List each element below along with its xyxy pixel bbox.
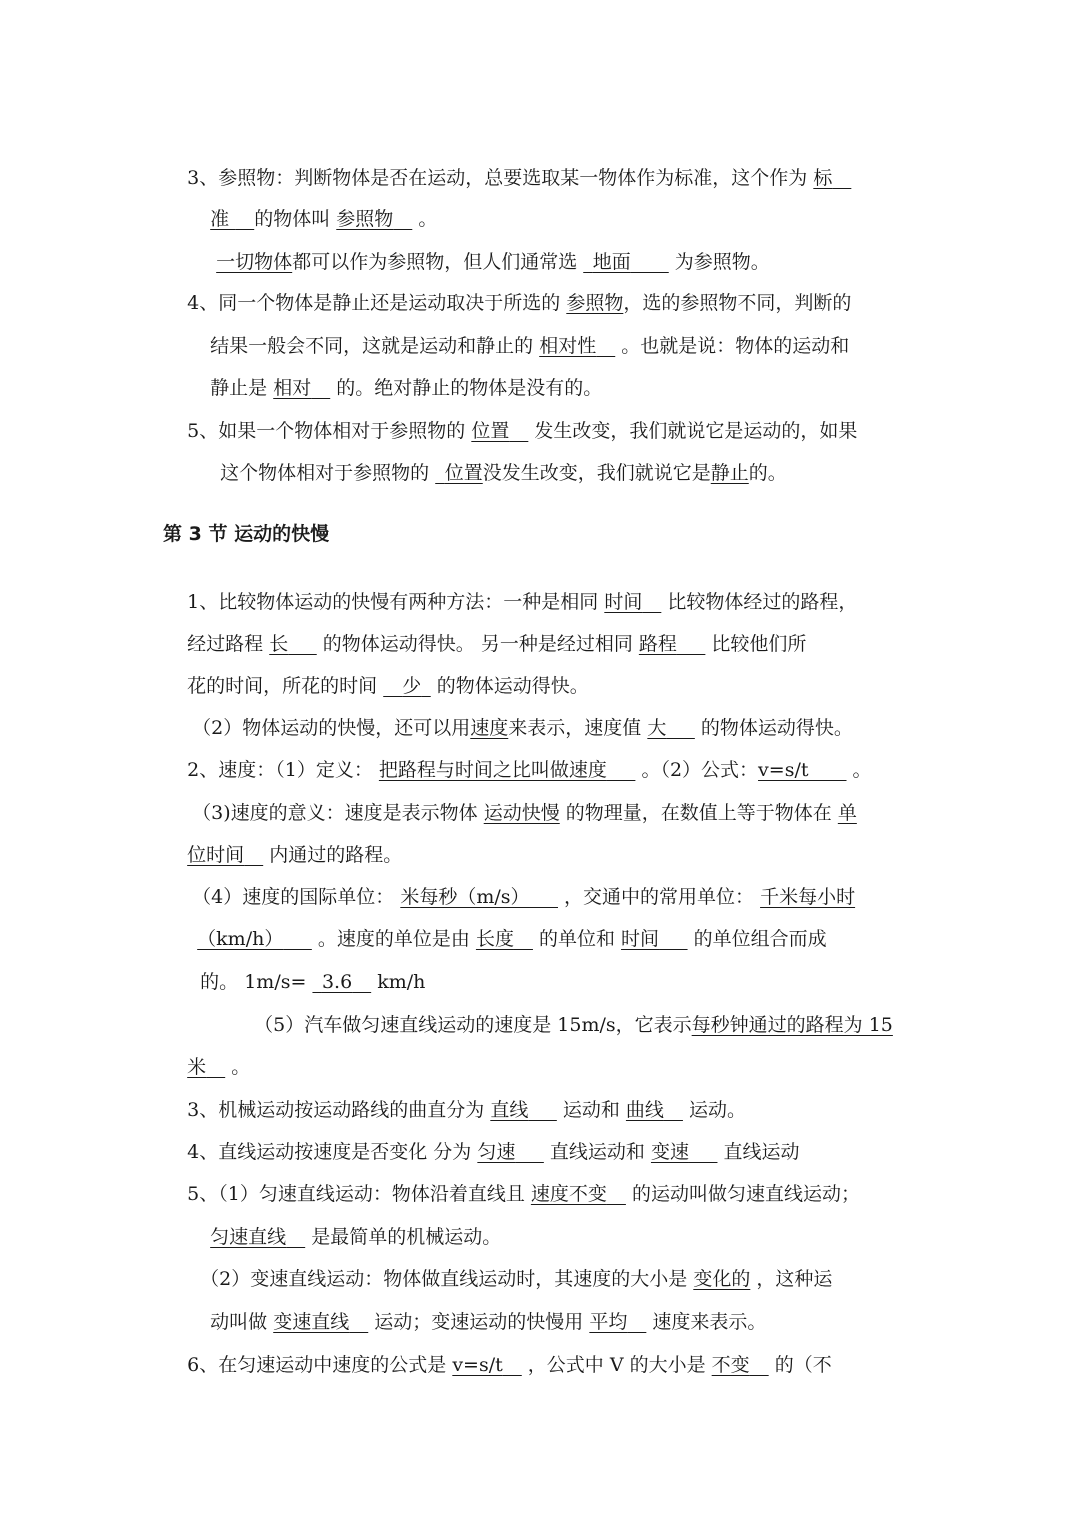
text-line: 2、速度：（1）定义： 把路程与时间之比叫做速度 。（2）公式：v=s/t 。 xyxy=(187,759,872,781)
text-line: 静止是 相对 的。绝对静止的物体是没有的。 xyxy=(210,377,603,399)
answer-blank: （km/h） xyxy=(197,928,284,950)
answer-blank: 位时间 xyxy=(187,844,245,866)
answer-blank: 把路程与时间之比叫做速度 xyxy=(378,759,607,781)
text-line: 准 的物体叫 参照物 。 xyxy=(210,208,438,230)
answer-blank: 标 xyxy=(813,167,833,189)
answer-blank: 相对 xyxy=(273,377,312,399)
text-line: 4、同一个物体是静止还是运动取决于所选的 参照物，选的参照物不同，判断的 xyxy=(187,292,852,314)
text-line: 一切物体都可以作为参照物，但人们通常选 地面 为参照物。 xyxy=(216,251,770,273)
text-line: （2）变速直线运动：物体做直线运动时，其速度的大小是 变化的 ，这种运 xyxy=(200,1268,833,1290)
text-line: 米 。 xyxy=(187,1056,251,1078)
answer-blank: 速度不变 xyxy=(530,1183,607,1205)
answer-blank: 准 xyxy=(210,208,236,230)
section-heading: 第 3 节 运动的快慢 xyxy=(163,523,330,545)
answer-blank: 参照物 xyxy=(336,208,394,230)
answer-blank: 匀速 xyxy=(477,1141,516,1163)
answer-blank: 参照物 xyxy=(566,292,624,314)
answer-blank: 一切物体 xyxy=(216,251,293,273)
text-line: 1、比较物体运动的快慢有两种方法：一种是相同 时间 比较物体经过的路程， xyxy=(187,591,858,613)
text-line: 匀速直线 是最简单的机械运动。 xyxy=(210,1226,502,1248)
answer-blank: 长 xyxy=(269,633,289,655)
answer-blank: 变化的 xyxy=(693,1268,751,1290)
answer-blank: 变速 xyxy=(650,1141,689,1163)
answer-blank: 3.6 xyxy=(321,971,353,993)
answer-blank: 变速直线 xyxy=(273,1311,350,1333)
answer-blank: 少 xyxy=(402,675,422,697)
text-line: 6、在匀速运动中速度的公式是 v=s/t ，公式中 V 的大小是 不变 的（不 xyxy=(187,1354,832,1376)
answer-blank: v=s/t xyxy=(452,1354,503,1376)
answer-blank: 米 xyxy=(187,1056,207,1078)
text-line: （2）物体运动的快慢，还可以用速度来表示，速度值 大 的物体运动得快。 xyxy=(192,717,853,739)
text-line: （km/h） 。速度的单位是由 长度 的单位和 时间 的单位组合而成 xyxy=(197,928,827,950)
text-line: （5）汽车做匀速直线运动的速度是 15m/s，它表示每秒钟通过的路程为 15 xyxy=(254,1014,893,1036)
answer-blank: 曲线 xyxy=(625,1099,664,1121)
answer-blank: 米每秒（m/s） xyxy=(400,886,530,908)
answer-blank: 长度 xyxy=(475,928,514,950)
text-line: 5、如果一个物体相对于参照物的 位置 发生改变，我们就说它是运动的，如果 xyxy=(187,420,858,442)
text-line: 3、机械运动按运动路线的曲直分为 直线 运动和 曲线 运动。 xyxy=(187,1099,746,1121)
text-line: 花的时间，所花的时间 少 的物体运动得快。 xyxy=(187,675,589,697)
answer-blank: 单 xyxy=(837,802,857,824)
text-line: 4、直线运动按速度是否变化 分为 匀速 直线运动和 变速 直线运动 xyxy=(187,1141,800,1163)
answer-blank: 路程 xyxy=(638,633,677,655)
text-line: 这个物体相对于参照物的 位置没发生改变，我们就说它是静止的。 xyxy=(220,462,787,484)
answer-blank: 平均 xyxy=(589,1311,628,1333)
answer-blank: 千米每小时 xyxy=(760,886,856,908)
text-line: （3)速度的意义：速度是表示物体 运动快慢 的物理量，在数值上等于物体在 单 xyxy=(192,802,857,824)
answer-blank: 位置 xyxy=(444,462,483,484)
answer-blank: 每秒钟通过的路程为 15 xyxy=(691,1014,893,1036)
answer-blank: 大 xyxy=(647,717,667,739)
text-line: （4）速度的国际单位： 米每秒（m/s） ，交通中的常用单位： 千米每小时 xyxy=(192,886,856,908)
answer-blank: 直线 xyxy=(490,1099,529,1121)
answer-blank: 相对性 xyxy=(539,335,597,357)
answer-blank: 时间 xyxy=(621,928,660,950)
text-line: 经过路程 长 的物体运动得快。 另一种是经过相同 路程 比较他们所 xyxy=(187,633,807,655)
text-line: 结果一般会不同，这就是运动和静止的 相对性 。也就是说：物体的运动和 xyxy=(210,335,850,357)
answer-blank: 不变 xyxy=(711,1354,750,1376)
text-line: 的。 1m/s= 3.6 km/h xyxy=(200,971,426,993)
text-line: 动叫做 变速直线 运动；变速运动的快慢用 平均 速度来表示。 xyxy=(210,1311,767,1333)
answer-blank: 速度 xyxy=(470,717,509,739)
answer-blank: 静止 xyxy=(710,462,749,484)
text-line: 位时间 内通过的路程。 xyxy=(187,844,403,866)
answer-blank: 时间 xyxy=(604,591,643,613)
answer-blank: 匀速直线 xyxy=(210,1226,287,1248)
text-line: 5、（1）匀速直线运动：物体沿着直线且 速度不变 的运动叫做匀速直线运动； xyxy=(187,1183,860,1205)
answer-blank: 地面 xyxy=(592,251,631,273)
answer-blank: 位置 xyxy=(471,420,510,442)
answer-blank: v=s/t xyxy=(758,759,809,781)
answer-blank: 运动快慢 xyxy=(483,802,560,824)
text-line: 3、参照物：判断物体是否在运动，总要选取某一物体作为标准，这个作为 标 xyxy=(187,167,833,189)
